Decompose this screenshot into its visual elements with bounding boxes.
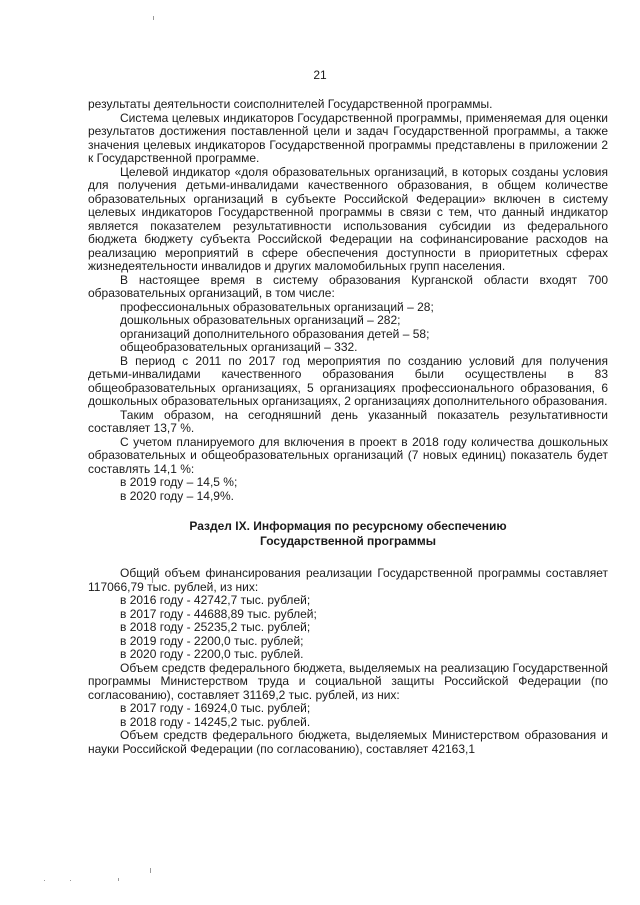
list-item: в 2018 году - 25235,2 тыс. рублей; [120,620,311,634]
scan-artifact [118,878,119,881]
list-item: в 2017 году - 44688,89 тыс. рублей; [120,606,317,621]
paragraph: Объем средств федерального бюджета, выделяемых на реализацию Государственной программы Министерством труда и социальной защиты Российской Федерации (по согласованию), составляет 31169,2 тыс. рублей, из них: [88,660,608,702]
list-item: дошкольных образовательных организаций – 282; [120,313,401,327]
paragraph: С учетом планируемого для включения в проект в 2018 году количества дошкольных образовательных и общеобразовательных организаций (7 новых единиц) показатель будет составлять 14,1 %: [88,434,608,476]
list-item: в 2016 году - 42742,7 тыс. рублей; [120,593,311,607]
organization-list [88,301,608,355]
list-item: в 2020 году – 14,9%. [120,488,234,503]
scan-artifact [70,880,71,881]
paragraph: результаты деятельности соисполнителей Государственной программы. [88,97,493,111]
list-item: организаций дополнительного образования детей – 58; [120,326,430,341]
paragraph: В период с 2011 по 2017 год мероприятия по созданию условий для получения детьми-инвалидами качественного образования были осуществлены в 83 общеобразовательных организациях, 5 организациях профессионального образования, 6 дошкольных образовательных организациях, 2 организациях дополнительного образования. [88,353,608,408]
indicator-list [88,476,608,503]
paragraph: Общий объем финансирования реализации Государственной программы составляет 117066,79 тыс. рублей, из них: [88,566,608,594]
section-heading-line: Раздел IX. Информация по ресурсному обеспечению [189,519,507,533]
paragraph: В настоящее время в систему образования Курганской области входят 700 образовательных организаций, в том числе: [88,272,608,300]
list-item: профессиональных образовательных организаций – 28; [120,299,434,314]
paragraph: Таким образом, на сегодняшний день указанный показатель результативности составляет 13,7 %. [88,407,608,435]
document-body [88,98,608,756]
federal-labor-list [88,702,608,729]
list-item: в 2019 году – 14,5 %; [120,475,238,489]
paragraph: Объем средств федерального бюджета, выделяемых Министерством образования и науки Российской Федерации (по согласованию), составляет 42163,1 [88,728,608,756]
scan-artifact [44,880,45,881]
paragraph: Целевой индикатор «доля образовательных организаций, в которых созданы условия для получения детьми-инвалидами качественного образования, в общем количестве образовательных организаций в субъекте Российской Федерации» включен в систему целевых индикаторов Государственной программы в связи с тем, что данный индикатор является показателем результативности использования субсидии из федерального бюджета бюджету субъекта Российской Федерации на софинансирование расходов на реализацию мероприятий в сфере обеспечения доступности в приоритетных сферах жизнедеятельности инвалидов и других маломобильных групп населения. [88,164,608,273]
section-heading [88,519,608,549]
list-item: общеобразовательных организаций – 332. [120,340,358,354]
list-item: в 2018 году - 14245,2 тыс. рублей. [120,714,311,729]
scan-artifact [153,16,154,20]
list-item: в 2019 году - 2200,0 тыс. рублей; [120,633,304,648]
section-heading-line: Государственной программы [260,534,436,548]
list-item: в 2017 году - 16924,0 тыс. рублей; [120,701,311,715]
page-number: 21 [313,68,327,82]
scan-artifact [150,868,151,873]
list-item: в 2020 году - 2200,0 тыс. рублей. [120,647,304,661]
funding-list [88,594,608,662]
paragraph: Система целевых индикаторов Государственной программы, применяемая для оценки результатов достижения поставленной цели и задач Государственной программы, а также значения целевых индикаторов Государственной программы представлены в приложении 2 к Государственной программе. [88,110,608,165]
